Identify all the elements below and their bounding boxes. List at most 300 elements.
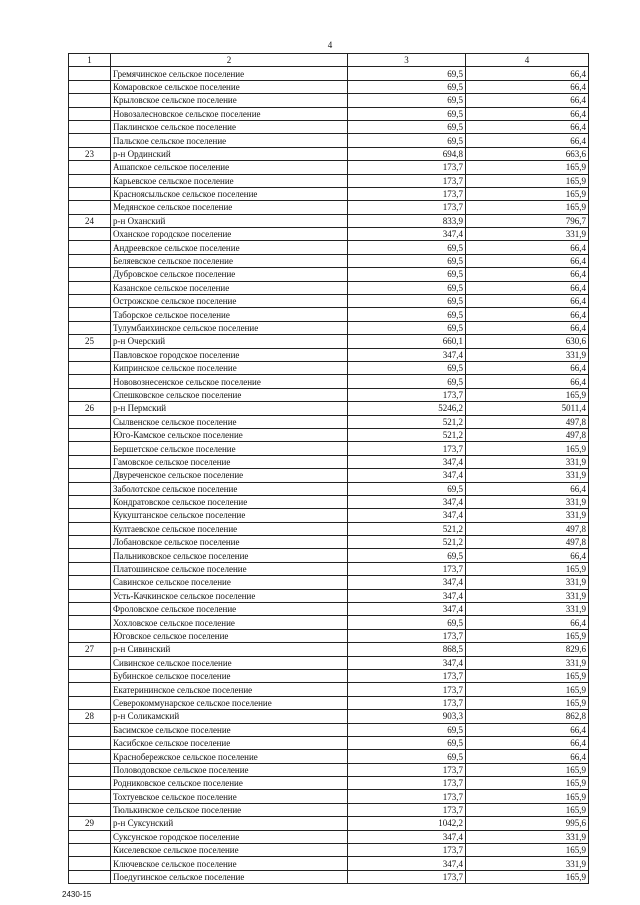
row-name-cell: р-н Соликамский — [111, 710, 348, 723]
table-row — [69, 643, 589, 656]
value-col3-cell: 833,9 — [348, 214, 466, 227]
table-row — [69, 161, 589, 174]
row-name-cell: Карьевское сельское поселение — [111, 174, 348, 187]
table-row — [69, 616, 589, 629]
row-name-cell: Кондратовское сельское поселение — [111, 495, 348, 508]
table-row — [69, 94, 589, 107]
value-col3-cell: 173,7 — [348, 161, 466, 174]
value-col3-cell: 173,7 — [348, 201, 466, 214]
row-number-cell — [69, 536, 111, 549]
table-row — [69, 228, 589, 241]
value-col3-cell: 69,5 — [348, 134, 466, 147]
value-col4-cell: 497,8 — [466, 522, 589, 535]
value-col4-cell: 829,6 — [466, 643, 589, 656]
row-name-cell: Поедугинское сельское поселение — [111, 870, 348, 883]
row-name-cell: Тюлькинское сельское поселение — [111, 803, 348, 816]
row-number-cell — [69, 469, 111, 482]
value-col3-cell: 347,4 — [348, 830, 466, 843]
row-number-cell — [69, 94, 111, 107]
table-row — [69, 536, 589, 549]
value-col4-cell: 165,9 — [466, 629, 589, 642]
value-col3-cell: 173,7 — [348, 790, 466, 803]
value-col3-cell: 173,7 — [348, 696, 466, 709]
value-col4-cell: 165,9 — [466, 669, 589, 682]
value-col4-cell: 630,6 — [466, 335, 589, 348]
table-row — [69, 870, 589, 883]
row-name-cell: Павловское городское поселение — [111, 348, 348, 361]
value-col3-cell: 69,5 — [348, 321, 466, 334]
table-row — [69, 830, 589, 843]
row-name-cell: Киселевское сельское поселение — [111, 844, 348, 857]
value-col3-cell: 173,7 — [348, 562, 466, 575]
value-col4-cell: 165,9 — [466, 562, 589, 575]
value-col4-cell: 5011,4 — [466, 402, 589, 415]
footer-code: 2430-15 — [62, 890, 92, 899]
row-number-cell: 24 — [69, 214, 111, 227]
value-col4-cell: 165,9 — [466, 683, 589, 696]
table-row — [69, 696, 589, 709]
row-name-cell: Краснобережское сельское поселение — [111, 750, 348, 763]
row-number-cell — [69, 295, 111, 308]
table-row — [69, 201, 589, 214]
table-row — [69, 469, 589, 482]
value-col4-cell: 331,9 — [466, 576, 589, 589]
value-col4-cell: 66,4 — [466, 549, 589, 562]
value-col4-cell: 66,4 — [466, 134, 589, 147]
row-number-cell — [69, 254, 111, 267]
row-name-cell: Хохловское сельское поселение — [111, 616, 348, 629]
table-row — [69, 308, 589, 321]
row-number-cell — [69, 80, 111, 93]
value-col3-cell: 347,4 — [348, 603, 466, 616]
row-name-cell: Красноясыльское сельское поселение — [111, 187, 348, 200]
value-col3-cell: 69,5 — [348, 616, 466, 629]
row-number-cell — [69, 777, 111, 790]
row-number-cell — [69, 857, 111, 870]
value-col4-cell: 165,9 — [466, 763, 589, 776]
row-number-cell: 28 — [69, 710, 111, 723]
value-col4-cell: 331,9 — [466, 509, 589, 522]
row-number-cell — [69, 375, 111, 388]
row-name-cell: Гамовское сельское поселение — [111, 455, 348, 468]
row-number-cell — [69, 67, 111, 80]
table-row — [69, 656, 589, 669]
value-col4-cell: 165,9 — [466, 777, 589, 790]
row-number-cell — [69, 736, 111, 749]
row-number-cell — [69, 723, 111, 736]
value-col3-cell: 173,7 — [348, 777, 466, 790]
value-col3-cell: 69,5 — [348, 254, 466, 267]
row-number-cell — [69, 616, 111, 629]
value-col3-cell: 173,7 — [348, 669, 466, 682]
row-name-cell: р-н Очерский — [111, 335, 348, 348]
value-col4-cell: 331,9 — [466, 228, 589, 241]
value-col4-cell: 165,9 — [466, 161, 589, 174]
table-row — [69, 335, 589, 348]
value-col4-cell: 66,4 — [466, 268, 589, 281]
table-row — [69, 482, 589, 495]
value-col3-cell: 347,4 — [348, 656, 466, 669]
value-col4-cell: 66,4 — [466, 736, 589, 749]
value-col4-cell: 165,9 — [466, 187, 589, 200]
table-row — [69, 495, 589, 508]
value-col4-cell: 165,9 — [466, 442, 589, 455]
table-row — [69, 857, 589, 870]
value-col3-cell: 69,5 — [348, 107, 466, 120]
value-col3-cell: 69,5 — [348, 241, 466, 254]
value-col3-cell: 69,5 — [348, 361, 466, 374]
value-col3-cell: 347,4 — [348, 228, 466, 241]
value-col4-cell: 66,4 — [466, 375, 589, 388]
table-row — [69, 603, 589, 616]
value-col3-cell: 173,7 — [348, 388, 466, 401]
value-col4-cell: 497,8 — [466, 536, 589, 549]
value-col3-cell: 1042,2 — [348, 817, 466, 830]
table-row — [69, 736, 589, 749]
value-col4-cell: 331,9 — [466, 656, 589, 669]
value-col4-cell: 66,4 — [466, 67, 589, 80]
table-row — [69, 509, 589, 522]
value-col3-cell: 173,7 — [348, 803, 466, 816]
value-col3-cell: 69,5 — [348, 750, 466, 763]
table-row — [69, 683, 589, 696]
table-row — [69, 174, 589, 187]
table-row — [69, 107, 589, 120]
value-col4-cell: 66,4 — [466, 750, 589, 763]
table-body — [69, 67, 589, 884]
value-col4-cell: 663,6 — [466, 147, 589, 160]
value-col3-cell: 69,5 — [348, 268, 466, 281]
row-number-cell: 27 — [69, 643, 111, 656]
table-row — [69, 455, 589, 468]
value-col4-cell: 331,9 — [466, 348, 589, 361]
value-col4-cell: 497,8 — [466, 428, 589, 441]
row-number-cell — [69, 669, 111, 682]
table-row — [69, 817, 589, 830]
value-col4-cell: 331,9 — [466, 495, 589, 508]
value-col3-cell: 69,5 — [348, 723, 466, 736]
value-col4-cell: 165,9 — [466, 844, 589, 857]
row-number-cell — [69, 629, 111, 642]
table-row — [69, 67, 589, 80]
value-col3-cell: 173,7 — [348, 629, 466, 642]
row-name-cell: Беляевское сельское поселение — [111, 254, 348, 267]
row-name-cell: Родниковское сельское поселение — [111, 777, 348, 790]
row-number-cell — [69, 241, 111, 254]
table-row — [69, 268, 589, 281]
row-name-cell: Лобановское сельское поселение — [111, 536, 348, 549]
value-col3-cell: 173,7 — [348, 844, 466, 857]
value-col3-cell: 660,1 — [348, 335, 466, 348]
value-col3-cell: 347,4 — [348, 576, 466, 589]
table-row — [69, 549, 589, 562]
row-name-cell: Ашапское сельское поселение — [111, 161, 348, 174]
value-col3-cell: 173,7 — [348, 174, 466, 187]
row-name-cell: Бубинское сельское поселение — [111, 669, 348, 682]
table-row — [69, 790, 589, 803]
row-number-cell: 25 — [69, 335, 111, 348]
row-name-cell: Касибское сельское поселение — [111, 736, 348, 749]
value-col4-cell: 66,4 — [466, 361, 589, 374]
row-name-cell: Фроловское сельское поселение — [111, 603, 348, 616]
row-name-cell: Кипринское сельское поселение — [111, 361, 348, 374]
row-number-cell — [69, 268, 111, 281]
row-name-cell: р-н Ординский — [111, 147, 348, 160]
row-number-cell — [69, 107, 111, 120]
row-number-cell — [69, 790, 111, 803]
row-number-cell — [69, 844, 111, 857]
value-col3-cell: 173,7 — [348, 442, 466, 455]
table-row — [69, 321, 589, 334]
value-col4-cell: 497,8 — [466, 415, 589, 428]
row-number-cell — [69, 415, 111, 428]
row-number-cell — [69, 683, 111, 696]
row-number-cell — [69, 134, 111, 147]
value-col4-cell: 862,8 — [466, 710, 589, 723]
row-name-cell: Суксунское городское поселение — [111, 830, 348, 843]
row-number-cell — [69, 482, 111, 495]
row-name-cell: Острожское сельское поселение — [111, 295, 348, 308]
row-name-cell: Пальское сельское поселение — [111, 134, 348, 147]
row-name-cell: Юговское сельское поселение — [111, 629, 348, 642]
table-row — [69, 120, 589, 133]
row-name-cell: Савинское сельское поселение — [111, 576, 348, 589]
table-row — [69, 442, 589, 455]
table-row — [69, 388, 589, 401]
value-col4-cell: 66,4 — [466, 120, 589, 133]
header-col-3: 3 — [348, 54, 466, 67]
row-number-cell — [69, 281, 111, 294]
value-col3-cell: 69,5 — [348, 67, 466, 80]
row-name-cell: Андреевское сельское поселение — [111, 241, 348, 254]
value-col3-cell: 173,7 — [348, 683, 466, 696]
value-col3-cell: 694,8 — [348, 147, 466, 160]
value-col4-cell: 66,4 — [466, 295, 589, 308]
value-col3-cell: 69,5 — [348, 482, 466, 495]
row-name-cell: Култаевское сельское поселение — [111, 522, 348, 535]
table-row — [69, 402, 589, 415]
row-name-cell: Казанское сельское поселение — [111, 281, 348, 294]
row-number-cell — [69, 495, 111, 508]
row-number-cell — [69, 763, 111, 776]
row-number-cell — [69, 603, 111, 616]
value-col4-cell: 66,4 — [466, 94, 589, 107]
value-col3-cell: 69,5 — [348, 736, 466, 749]
table-row — [69, 589, 589, 602]
row-name-cell: Бершетское сельское поселение — [111, 442, 348, 455]
row-name-cell: Двуреченское сельское поселение — [111, 469, 348, 482]
row-number-cell — [69, 187, 111, 200]
value-col3-cell: 347,4 — [348, 857, 466, 870]
row-number-cell — [69, 201, 111, 214]
row-name-cell: Ключевское сельское поселение — [111, 857, 348, 870]
table-row — [69, 763, 589, 776]
table-row — [69, 576, 589, 589]
table-row — [69, 295, 589, 308]
table-row — [69, 750, 589, 763]
row-number-cell — [69, 455, 111, 468]
value-col3-cell: 521,2 — [348, 522, 466, 535]
row-number-cell — [69, 348, 111, 361]
table-row — [69, 629, 589, 642]
row-number-cell — [69, 562, 111, 575]
value-col4-cell: 165,9 — [466, 201, 589, 214]
value-col4-cell: 66,4 — [466, 107, 589, 120]
row-name-cell: Новозалесновское сельское поселение — [111, 107, 348, 120]
value-col3-cell: 69,5 — [348, 94, 466, 107]
value-col4-cell: 331,9 — [466, 830, 589, 843]
value-col3-cell: 173,7 — [348, 187, 466, 200]
row-number-cell — [69, 321, 111, 334]
row-name-cell: Сивинское сельское поселение — [111, 656, 348, 669]
value-col4-cell: 66,4 — [466, 281, 589, 294]
row-name-cell: Нововознесенское сельское поселение — [111, 375, 348, 388]
row-number-cell — [69, 696, 111, 709]
row-number-cell: 29 — [69, 817, 111, 830]
value-col3-cell: 347,4 — [348, 469, 466, 482]
value-col4-cell: 165,9 — [466, 388, 589, 401]
table-row — [69, 710, 589, 723]
value-col3-cell: 347,4 — [348, 455, 466, 468]
row-name-cell: Пальниковское сельское поселение — [111, 549, 348, 562]
table-row — [69, 844, 589, 857]
row-number-cell — [69, 576, 111, 589]
row-number-cell — [69, 656, 111, 669]
row-name-cell: Дубровское сельское поселение — [111, 268, 348, 281]
row-name-cell: Половодовское сельское поселение — [111, 763, 348, 776]
value-col3-cell: 347,4 — [348, 589, 466, 602]
row-number-cell: 26 — [69, 402, 111, 415]
header-row — [69, 54, 589, 67]
value-col3-cell: 69,5 — [348, 308, 466, 321]
value-col4-cell: 331,9 — [466, 589, 589, 602]
row-number-cell — [69, 750, 111, 763]
value-col3-cell: 903,3 — [348, 710, 466, 723]
table-row — [69, 428, 589, 441]
value-col4-cell: 66,4 — [466, 241, 589, 254]
value-col4-cell: 165,9 — [466, 870, 589, 883]
table-row — [69, 348, 589, 361]
row-name-cell: Платошинское сельское поселение — [111, 562, 348, 575]
row-name-cell: Северокоммунарское сельское поселение — [111, 696, 348, 709]
row-name-cell: Екатерининское сельское поселение — [111, 683, 348, 696]
table-row — [69, 522, 589, 535]
table-row — [69, 214, 589, 227]
value-col4-cell: 796,7 — [466, 214, 589, 227]
row-number-cell — [69, 388, 111, 401]
value-col4-cell: 66,4 — [466, 482, 589, 495]
row-number-cell — [69, 228, 111, 241]
value-col4-cell: 331,9 — [466, 469, 589, 482]
row-number-cell — [69, 830, 111, 843]
row-name-cell: Крыловское сельское поселение — [111, 94, 348, 107]
value-col4-cell: 66,4 — [466, 723, 589, 736]
table-row — [69, 361, 589, 374]
value-col4-cell: 165,9 — [466, 696, 589, 709]
row-number-cell — [69, 442, 111, 455]
value-col4-cell: 66,4 — [466, 254, 589, 267]
value-col3-cell: 69,5 — [348, 375, 466, 388]
row-number-cell — [69, 549, 111, 562]
value-col4-cell: 165,9 — [466, 790, 589, 803]
row-name-cell: Спешковское сельское поселение — [111, 388, 348, 401]
row-name-cell: р-н Суксунский — [111, 817, 348, 830]
row-name-cell: Кукуштанское сельское поселение — [111, 509, 348, 522]
row-name-cell: Заболотское сельское поселение — [111, 482, 348, 495]
table-row — [69, 241, 589, 254]
row-name-cell: Гремячинское сельское поселение — [111, 67, 348, 80]
value-col3-cell: 347,4 — [348, 348, 466, 361]
value-col3-cell: 868,5 — [348, 643, 466, 656]
value-col3-cell: 69,5 — [348, 281, 466, 294]
row-name-cell: Усть-Качкинское сельское поселение — [111, 589, 348, 602]
table-row — [69, 723, 589, 736]
value-col4-cell: 165,9 — [466, 174, 589, 187]
row-number-cell — [69, 589, 111, 602]
row-number-cell — [69, 428, 111, 441]
row-number-cell — [69, 870, 111, 883]
row-name-cell: Комаровское сельское поселение — [111, 80, 348, 93]
table-row — [69, 134, 589, 147]
row-name-cell: Медянское сельское поселение — [111, 201, 348, 214]
row-name-cell: Басимское сельское поселение — [111, 723, 348, 736]
table-row — [69, 281, 589, 294]
value-col3-cell: 521,2 — [348, 536, 466, 549]
table-row — [69, 375, 589, 388]
table-row — [69, 669, 589, 682]
value-col3-cell: 347,4 — [348, 495, 466, 508]
row-number-cell — [69, 161, 111, 174]
row-number-cell — [69, 509, 111, 522]
header-col-2: 2 — [111, 54, 348, 67]
value-col4-cell: 66,4 — [466, 80, 589, 93]
value-col3-cell: 69,5 — [348, 80, 466, 93]
value-col4-cell: 995,6 — [466, 817, 589, 830]
header-col-4: 4 — [466, 54, 589, 67]
row-name-cell: Сылвенское сельское поселение — [111, 415, 348, 428]
value-col3-cell: 5246,2 — [348, 402, 466, 415]
table-row — [69, 415, 589, 428]
row-number-cell — [69, 308, 111, 321]
value-col4-cell: 331,9 — [466, 603, 589, 616]
row-name-cell: р-н Сивинский — [111, 643, 348, 656]
row-name-cell: Таборское сельское поселение — [111, 308, 348, 321]
value-col4-cell: 66,4 — [466, 308, 589, 321]
header-col-1: 1 — [69, 54, 111, 67]
row-number-cell — [69, 174, 111, 187]
row-name-cell: Паклинское сельское поселение — [111, 120, 348, 133]
value-col3-cell: 347,4 — [348, 509, 466, 522]
row-name-cell: Тохтуевское сельское поселение — [111, 790, 348, 803]
row-number-cell — [69, 120, 111, 133]
row-name-cell: Юго-Камское сельское поселение — [111, 428, 348, 441]
table-row — [69, 147, 589, 160]
value-col3-cell: 521,2 — [348, 415, 466, 428]
row-name-cell: р-н Оханский — [111, 214, 348, 227]
value-col3-cell: 69,5 — [348, 120, 466, 133]
table-row — [69, 80, 589, 93]
value-col3-cell: 521,2 — [348, 428, 466, 441]
table-row — [69, 777, 589, 790]
row-number-cell — [69, 803, 111, 816]
value-col4-cell: 66,4 — [466, 321, 589, 334]
table-row — [69, 562, 589, 575]
row-number-cell — [69, 522, 111, 535]
value-col4-cell: 66,4 — [466, 616, 589, 629]
value-col3-cell: 173,7 — [348, 870, 466, 883]
table-row — [69, 803, 589, 816]
row-name-cell: р-н Пермский — [111, 402, 348, 415]
